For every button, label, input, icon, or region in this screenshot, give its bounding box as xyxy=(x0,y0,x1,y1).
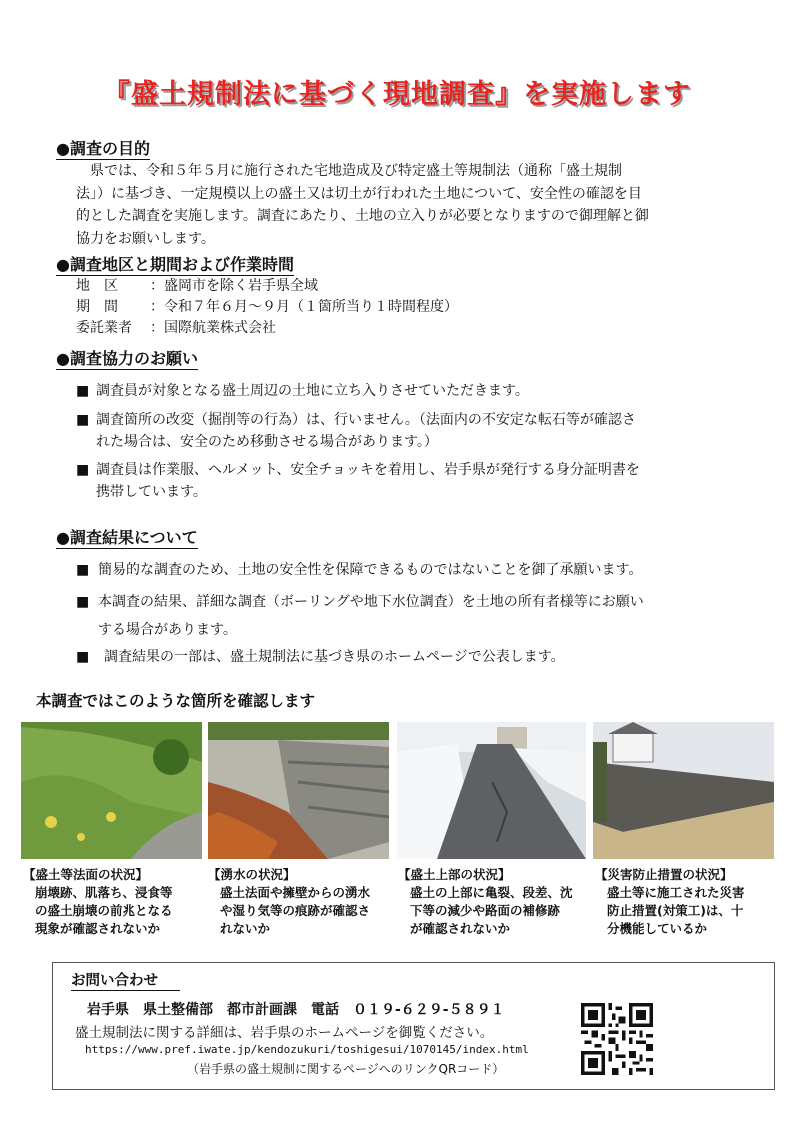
period-label: 期 間 xyxy=(76,299,118,315)
results-item xyxy=(76,588,644,644)
caption-line: 盛土法面や擁壁からの湧水 xyxy=(220,885,371,900)
schedule-heading: ●調査地区と期間および作業時間 xyxy=(56,255,294,274)
photo-road-surface xyxy=(397,722,586,859)
cooperation-item-line: れた場合は、安全のため移動させる場合があります。） xyxy=(96,434,438,450)
results-heading: ●調査結果について xyxy=(56,528,198,547)
purpose-line: 県では、令和５年５月に施行された宅地造成及び特定盛土等規制法（通称「盛土規制 xyxy=(90,163,622,179)
area-value: ：盛岡市を除く岩手県全域 xyxy=(150,278,318,294)
photo-slope xyxy=(21,722,202,859)
caption-line: 崩壊跡、肌落ち、浸食等 xyxy=(35,885,173,900)
contractor-row xyxy=(76,318,276,338)
caption-line: 盛土の上部に亀裂、段差、沈 xyxy=(410,885,573,900)
photo-caption xyxy=(23,866,173,938)
page-title: 『盛土規制法に基づく現地調査』を実施します xyxy=(103,79,691,110)
cooperation-item-line: 調査箇所の改変（掘削等の行為）は、行いません。（法面内の不安定な転石等が確認さ xyxy=(96,412,636,428)
caption-line: 防止措置(対策工)は、十 xyxy=(607,903,744,918)
bullet-icon: ■ xyxy=(76,562,90,578)
bullet-icon: ■ xyxy=(76,462,90,478)
bullet-icon: ■ xyxy=(76,649,90,665)
qr-note: （岩手県の盛土規制に関するページへのリンクQRコード） xyxy=(187,1062,505,1076)
cooperation-heading: ●調査協力のお願い xyxy=(56,349,198,368)
period-value: ：令和７年６月～９月（１箇所当り１時間程度） xyxy=(150,299,458,315)
results-item-line: 調査結果の一部は、盛土規制法に基づき県のホームページで公表します。 xyxy=(104,649,565,665)
photo-spring-water xyxy=(208,722,389,859)
cooperation-item-line: 調査員が対象となる盛土周辺の土地に立ち入りさせていただきます。 xyxy=(96,383,529,399)
cooperation-item xyxy=(76,459,640,503)
bullet-icon: ■ xyxy=(76,594,90,610)
caption-title: 【湧水の状況】 xyxy=(208,867,296,882)
purpose-line: 法」）に基づき、一定規模以上の盛土又は切土が行われた土地について、安全性の確認を目 xyxy=(76,185,642,202)
area-label: 地 区 xyxy=(76,278,118,294)
caption-title: 【盛土等法面の状況】 xyxy=(23,867,149,882)
cooperation-item xyxy=(76,380,529,402)
contractor-label: 委託業者 xyxy=(76,320,132,336)
qr-code-icon[interactable] xyxy=(581,1003,653,1075)
caption-title: 【災害防止措置の状況】 xyxy=(595,867,733,882)
contact-heading: お問い合わせ xyxy=(71,969,180,991)
caption-line: の盛土崩壊の前兆となる xyxy=(35,903,173,918)
contact-department: 岩手県 県土整備部 都市計画課 電話 ０１９-６２９-５８９１ xyxy=(87,1002,505,1018)
purpose-line: 協力をお願いします。 xyxy=(76,230,215,247)
caption-line: 現象が確認されないか xyxy=(35,921,161,936)
purpose-heading: ●調査の目的 xyxy=(56,139,150,158)
cooperation-item-line: 携帯しています。 xyxy=(96,484,207,500)
photo-retaining-wall xyxy=(593,722,774,859)
results-item-line: 本調査の結果、詳細な調査（ボーリングや地下水位調査）を土地の所有者様等にお願い xyxy=(98,594,644,610)
contact-detail: 盛土規制法に関する詳細は、岩手県のホームページを御覧ください。 xyxy=(75,1025,494,1041)
caption-line: 下等の減少や路面の補修跡 xyxy=(410,903,561,918)
contact-box xyxy=(52,962,775,1090)
cooperation-item xyxy=(76,409,636,453)
contact-url[interactable]: https://www.pref.iwate.jp/kendozukuri/toshigesui/1070145/index.html xyxy=(85,1043,529,1056)
bullet-icon: ■ xyxy=(76,383,90,399)
cooperation-item-line: 調査員は作業服、ヘルメット、安全チョッキを着用し、岩手県が発行する身分証明書を xyxy=(96,462,640,478)
contractor-value: ：国際航業株式会社 xyxy=(150,320,276,336)
caption-line: が確認されないか xyxy=(410,921,511,936)
bullet-icon: ■ xyxy=(76,412,90,428)
results-item xyxy=(76,559,642,581)
period-row xyxy=(76,297,458,317)
purpose-line: 的とした調査を実施します。調査にあたり、土地の立入りが必要となりますので御理解と御 xyxy=(76,208,649,224)
caption-title: 【盛土上部の状況】 xyxy=(398,867,511,882)
photo-caption xyxy=(595,866,745,938)
results-item-line: 簡易的な調査のため、土地の安全性を保障できるものではないことを御了承願います。 xyxy=(98,562,643,578)
results-item-line: する場合があります。 xyxy=(98,622,237,638)
caption-line: 盛土等に施工された災害 xyxy=(607,885,745,900)
photo-caption xyxy=(208,866,370,938)
results-item xyxy=(76,646,565,668)
purpose-text xyxy=(76,160,744,250)
caption-line: 分機能しているか xyxy=(607,921,708,936)
photos-heading: 本調査ではこのような箇所を確認します xyxy=(36,692,316,710)
caption-line: や湿り気等の痕跡が確認さ xyxy=(220,903,371,918)
photo-caption xyxy=(398,866,573,938)
caption-line: れないか xyxy=(220,921,271,936)
area-row xyxy=(76,276,318,296)
